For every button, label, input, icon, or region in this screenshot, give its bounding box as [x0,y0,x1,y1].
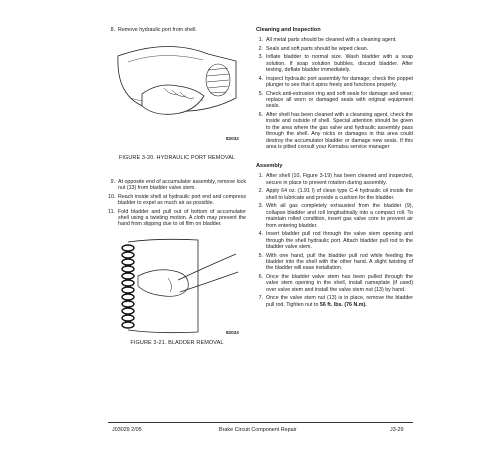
step-text: Apply 64 oz. (1.91 l) of clean type C-4 hydraulic oil inside the shell to lubricate and provide a cushion for the bladder. [266,188,413,201]
hydraulic-port-illustration [108,36,246,134]
cleaning-step [256,37,413,43]
cleaning-step [256,91,413,110]
step-number: 5. [258,90,263,97]
cleaning-step [256,112,413,150]
step-number: 7. [258,295,263,302]
section-heading: Assembly [256,163,283,170]
step-number: 4. [258,231,263,238]
right-column [256,27,413,310]
step-number: 1. [258,37,263,43]
step-text: Inflate bladder to normal size. Wash bladder with a soap solution. If soap solution bubbles, discard bladder. After testing, deflate bladder immediately. [266,54,413,73]
step-text: Once the bladder valve stem has been pulled through the valve stem opening in the shell, install nameplate (if used) over valve stem and install the valve stem nut (13) by hand. [266,274,413,293]
step-text: Inspect hydraulic port assembly for damage; check the poppet plunger to see that it spins freely and functions properly. [266,75,413,88]
figure-caption: FIGURE 3-21. BLADDER REMOVAL [130,339,224,346]
step-text-body: Once the valve stem nut (13) is in place, remove the bladder pull rod. Tighten nut to [266,295,413,308]
step-number: 5. [258,252,263,259]
left-column [108,27,246,347]
step-number: 3. [258,203,263,210]
step-text: Fold bladder and pull out of bottom of accumulator shell using a twisting motion. A cloth may prevent the hand from slipping due to oil film on bladder. [118,208,246,228]
step-text: After shell (10, Figure 3-19) has been cleaned and inspected, secure in place to prevent rotation during assembly. [266,173,413,186]
step-number: 8. [110,27,115,33]
step-text: After shell has been cleaned with a cleansing agent, check the inside and outside of shell. Special attention should be given to the area where the gas valve and hydraulic assembly pass through the shell. Any nicks or damages in this area could destroy the accumulator bladder or damage new seals. If this area is pitted consult your Komatsu service manager [266,112,413,151]
assembly-step [256,231,413,250]
assembly-step [256,274,413,293]
step-text: Check anti-extrusion ring and soft seals for damage and wear; replace all worn or damaged seals with original equipment seals. [266,90,413,110]
bladder-removal-illustration [108,236,246,336]
step-text: Seals and soft parts should be wiped clean. [266,45,369,52]
assembly-step [256,253,413,272]
figure-bladder-removal [108,236,246,336]
section-heading: Cleaning and Inspection [256,27,321,33]
step-9 [108,179,246,192]
step-text: With all gas completely exhausted from the bladder (9), collapse bladder and roll longitudinally into a compact roll. To maintain rolled condition, insert gas valve core to prevent air from entering bladder. [266,203,413,229]
step-11 [108,209,246,228]
step-text: Reach inside shell at hydraulic port end and compress bladder to expel as much air as possible. [118,193,246,206]
step-text: With one hand, pull the bladder pull rod while feeding the bladder into the shell with the other hand. A slight twisting of the bladder will ease installation. [266,252,413,272]
step-number: 11. [108,208,115,215]
step-text: All metal parts should be cleaned with a cleaning agent. [266,37,397,43]
figure-code: 82032 [226,135,239,141]
step-number: 9. [110,178,115,185]
step-10 [108,194,246,207]
step-number: 4. [258,75,263,82]
cleaning-step [256,54,413,73]
figure-caption: FIGURE 3-20. HYDRAULIC PORT REMOVAL [118,154,236,161]
step-number: 2. [258,45,263,52]
step-number: 6. [258,112,263,118]
figure-code: 82033 [226,329,239,335]
step-text: Insert bladder pull rod through the valve stem opening and through the shell hydraulic port. Attach bladder pull rod to the bladder valve stem. [266,231,413,251]
cleaning-step [256,76,413,89]
assembly-step-7 [256,295,413,308]
assembly-step [256,173,413,186]
step-text: Remove hydraulic port from shell. [118,27,197,33]
footer-page-number: J3-29 [390,427,404,433]
step-text: At opposite end of accumulator assembly, remove lock nut (13) from bladder valve stem. [118,178,246,191]
figure-hydraulic-port-removal [108,36,246,141]
step-number: 6. [258,274,263,281]
footer-left: J03029 2/05 [112,427,142,433]
step-text [266,295,413,308]
step-8 [108,27,246,33]
step-number: 2. [258,188,263,195]
assembly-step [256,203,413,229]
footer-center: Brake Circuit Component Repair [219,427,297,433]
torque-value: 56 ft. lbs. (76 N.m). [319,301,367,308]
step-number: 3. [258,54,263,61]
step-number: 10. [108,193,116,200]
cleaning-step [256,46,413,52]
assembly-step [256,188,413,201]
step-number: 1. [258,173,263,180]
footer-rule [108,422,413,423]
